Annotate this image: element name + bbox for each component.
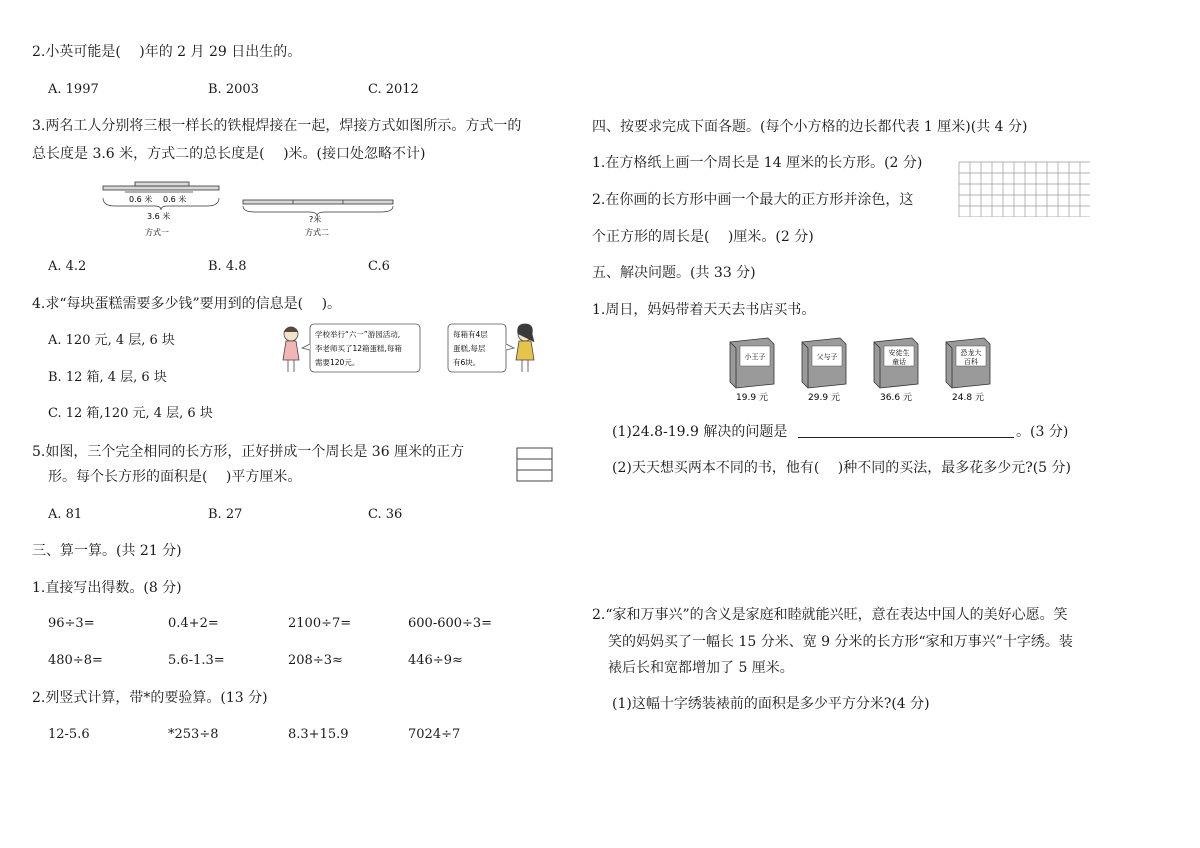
q3-caption-method1: 方式一 xyxy=(145,228,169,237)
girl-figure-right-icon xyxy=(516,324,534,372)
q3-option-b: B. 4.8 xyxy=(208,259,247,274)
s4-item2-line2: 个正方形的周长是( )厘米。(2 分) xyxy=(592,229,814,245)
book-price: 24.8 元 xyxy=(952,393,984,403)
q5-option-b: B. 27 xyxy=(208,507,243,522)
book-title: 小王子 xyxy=(744,353,766,361)
section-4-heading: 四、按要求完成下面各题。(每个小方格的边长都代表 1 厘米)(共 4 分) xyxy=(592,119,1028,135)
q4-bubble1-line1: 学校举行“六一”游园活动, xyxy=(315,330,401,339)
book-price: 36.6 元 xyxy=(880,393,912,403)
q5-option-a: A. 81 xyxy=(48,507,83,522)
s5-p1-q2: (2)天天想买两本不同的书，他有( )种不同的买法，最多花多少元?(5 分) xyxy=(612,460,1071,476)
part2-title: 2.列竖式计算，带*的要验算。(13 分) xyxy=(32,690,268,706)
calc-5: 480÷8= xyxy=(48,653,103,668)
calc-6: 5.6-1.3= xyxy=(168,653,225,668)
q3-weld-diagram xyxy=(95,178,405,240)
s5-problem2-line1: 2.“家和万事兴”的含义是家庭和睦就能兴旺，意在表达中国人的美好心愿。笑 xyxy=(592,607,1068,623)
q4-option-b: B. 12 箱, 4 层, 6 块 xyxy=(48,370,167,385)
q3-option-c: C.6 xyxy=(368,259,390,274)
book-title: 童话 xyxy=(892,358,906,366)
book-title: 恐龙大 xyxy=(960,349,982,357)
q2-stem: 2.小英可能是( )年的 2 月 29 日出生的。 xyxy=(32,44,302,60)
s5-p2-q1: (1)这幅十字绣装裱前的面积是多少平方分米?(4 分) xyxy=(612,696,930,712)
q3-stem-line2: 总长度是 3.6 米，方式二的总长度是( )米。(接口处忽略不计) xyxy=(32,146,426,162)
book-1 xyxy=(730,338,774,403)
calc-2: 0.4+2= xyxy=(168,616,219,631)
s5-problem2-line3: 裱后长和宽都增加了 5 厘米。 xyxy=(608,660,794,676)
vertical-calc-3: 8.3+15.9 xyxy=(288,727,349,742)
book-4 xyxy=(946,338,990,403)
q5-option-c: C. 36 xyxy=(368,507,403,522)
q5-square-figure xyxy=(516,447,554,483)
q4-speech-illustration xyxy=(278,320,540,378)
book-title: 安徒生 xyxy=(888,349,910,357)
girl-figure-left-icon xyxy=(283,327,299,372)
vertical-calc-4: 7024÷7 xyxy=(408,727,461,742)
section-3-heading: 三、算一算。(共 21 分) xyxy=(32,543,182,559)
section-5-heading: 五、解决问题。(共 33 分) xyxy=(592,265,756,281)
q3-stem-line1: 3.两名工人分别将三根一样长的铁棍焊接在一起，焊接方式如图所示。方式一的 xyxy=(32,118,522,134)
q4-bubble2-line1: 每箱有4层 xyxy=(453,330,488,339)
book-title: 父与子 xyxy=(816,353,838,361)
calc-3: 2100÷7= xyxy=(288,616,352,631)
part1-title: 1.直接写出得数。(8 分) xyxy=(32,580,182,596)
q4-stem: 4.求“每块蛋糕需要多少钱”要用到的信息是( )。 xyxy=(32,296,342,312)
calc-7: 208÷3≈ xyxy=(288,653,343,668)
q3-caption-method2: 方式二 xyxy=(305,228,329,237)
s4-item2-line1: 2.在你画的长方形中画一个最大的正方形并涂色，这 xyxy=(592,192,914,208)
q4-option-c: C. 12 箱,120 元, 4 层, 6 块 xyxy=(48,406,213,421)
s5-p1-q1-points: 。(3 分) xyxy=(1016,424,1069,440)
answer-blank-line xyxy=(798,437,1014,438)
q4-bubble2-line3: 有6块。 xyxy=(453,358,481,367)
book-3 xyxy=(874,338,918,403)
calc-8: 446÷9≈ xyxy=(408,653,463,668)
q4-bubble1-line2: 李老师买了12箱蛋糕,每箱 xyxy=(315,344,402,353)
q5-stem-line1: 5.如图，三个完全相同的长方形，正好拼成一个周长是 36 厘米的正方 xyxy=(32,444,465,460)
vertical-calc-2: *253÷8 xyxy=(168,727,219,742)
book-price: 29.9 元 xyxy=(808,393,840,403)
q2-option-b: B. 2003 xyxy=(208,82,259,97)
q4-option-a: A. 120 元, 4 层, 6 块 xyxy=(48,333,175,348)
s5-problem1: 1.周日，妈妈带着天天去书店买书。 xyxy=(592,302,816,318)
q5-stem-line2: 形。每个长方形的面积是( )平方厘米。 xyxy=(48,469,302,485)
book-price: 19.9 元 xyxy=(736,393,768,403)
s4-item1: 1.在方格纸上画一个周长是 14 厘米的长方形。(2 分) xyxy=(592,155,923,171)
q3-total-label-2: ?米 xyxy=(309,215,322,224)
q3-total-label-1: 3.6 米 xyxy=(147,212,171,221)
q2-option-c: C. 2012 xyxy=(368,82,419,97)
vertical-calc-1: 12-5.6 xyxy=(48,727,90,742)
q4-bubble1-line3: 需要120元。 xyxy=(315,358,360,367)
s5-problem2-line2: 笑的妈妈买了一幅长 15 分米、宽 9 分米的长方形“家和万事兴”十字绣。装 xyxy=(608,634,1073,650)
book-2 xyxy=(802,338,846,403)
q3-option-a: A. 4.2 xyxy=(48,259,87,274)
calc-4: 600-600÷3= xyxy=(408,616,493,631)
bookshelf-illustration xyxy=(722,336,992,404)
calc-1: 96÷3= xyxy=(48,616,95,631)
s5-p1-q1-text: (1)24.8-19.9 解决的问题是 xyxy=(612,424,788,440)
grid-paper xyxy=(958,161,1090,217)
q3-label-0-6-right: 0.6 米 xyxy=(163,195,187,204)
q4-bubble2-line2: 蛋糕,每层 xyxy=(453,344,486,353)
q3-label-0-6-left: 0.6 米 xyxy=(129,195,153,204)
book-title: 百科 xyxy=(964,358,978,366)
q2-option-a: A. 1997 xyxy=(48,82,99,97)
